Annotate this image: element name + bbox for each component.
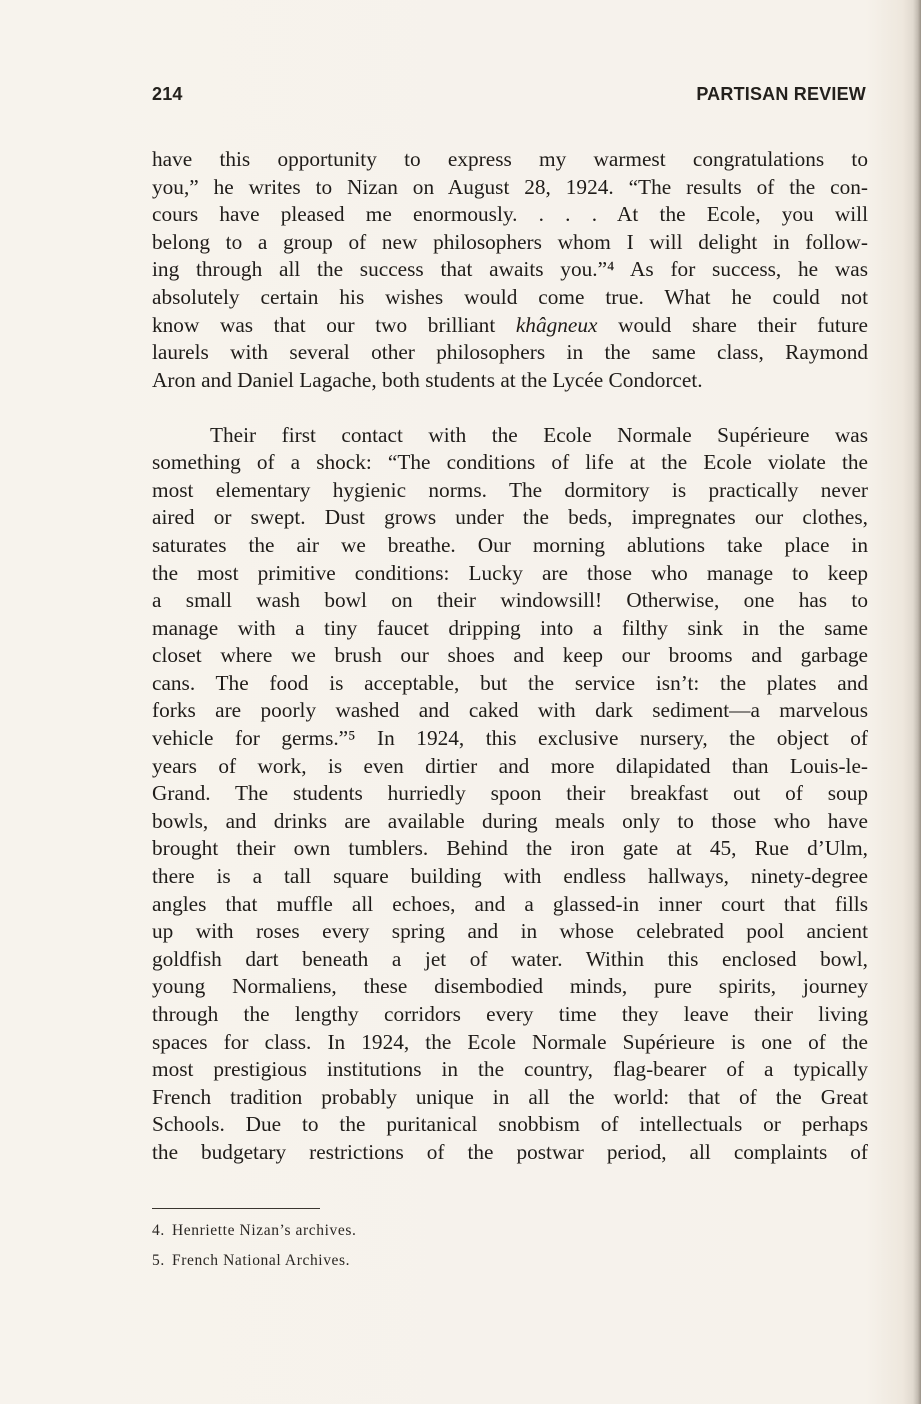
text-line: most prestigious institutions in the country, flag-bearer of a typically: [152, 1057, 868, 1082]
text-line: ing through all the success that awaits you.”⁴ As for success, he was: [152, 257, 868, 282]
journal-title: PARTISAN REVIEW: [696, 84, 866, 104]
text-line: Aron and Daniel Lagache, both students at the Lycée Condorcet.: [152, 367, 703, 392]
footnote-number: 5.: [152, 1252, 165, 1269]
text-line: laurels with several other philosophers in the same class, Raymond: [152, 340, 868, 365]
paragraph: [152, 146, 868, 394]
text-line: the most primitive conditions: Lucky are those who manage to keep: [152, 560, 868, 585]
page-edge-shadow: [913, 0, 921, 1404]
text-line: forks are poorly washed and caked with dark sediment—a marvelous: [152, 698, 868, 723]
italic-term: khâgneux: [515, 312, 598, 337]
text-line: cours have pleased me enormously. . . . At the Ecole, you will: [152, 202, 868, 227]
footnote-rule: [152, 1208, 320, 1209]
text-line: have this opportunity to express my warmest congratulations to: [152, 147, 868, 171]
text-line: Their first contact with the Ecole Normale Supérieure was: [210, 422, 868, 447]
running-head: [152, 84, 866, 112]
text-line: cans. The food is acceptable, but the service isn’t: the plates and: [152, 670, 868, 695]
text-line: manage with a tiny faucet dripping into a filthy sink in the same: [152, 615, 868, 640]
text-line: angles that muffle all echoes, and a glassed-in inner court that fills: [152, 891, 868, 916]
footnote-text: Henriette Nizan’s archives.: [172, 1222, 357, 1239]
text-line: young Normaliens, these disembodied minds, pure spirits, journey: [152, 974, 868, 999]
paragraph: [152, 422, 868, 1167]
text-line: belong to a group of new philosophers whom I will delight in follow-: [152, 229, 868, 254]
text-line: French tradition probably unique in all the world: that of the Great: [152, 1084, 868, 1109]
text-line: brought their own tumblers. Behind the iron gate at 45, Rue d’Ulm,: [152, 836, 868, 861]
footnote: [152, 1222, 852, 1240]
text-line: a small wash bowl on their windowsill! Otherwise, one has to: [152, 588, 868, 613]
text-line: the budgetary restrictions of the postwar period, all complaints of: [152, 1139, 868, 1164]
text-line: closet where we brush our shoes and keep our brooms and garbage: [152, 643, 868, 668]
text-line: absolutely certain his wishes would come true. What he could not: [152, 284, 868, 309]
text-line: vehicle for germs.”⁵ In 1924, this exclusive nursery, the object of: [152, 726, 868, 751]
text-line: goldfish dart beneath a jet of water. Within this enclosed bowl,: [152, 946, 868, 971]
text-line: Grand. The students hurriedly spoon their breakfast out of soup: [152, 781, 868, 806]
text-line: there is a tall square building with endless hallways, ninety-degree: [152, 864, 868, 889]
text-line: something of a shock: “The conditions of life at the Ecole violate the: [152, 450, 868, 475]
text-line: bowls, and drinks are available during meals only to those who have: [152, 808, 868, 833]
text-line: know was that our two brilliant khâgneux would share their future: [152, 312, 868, 337]
text-line: you,” he writes to Nizan on August 28, 1924. “The results of the con-: [152, 174, 868, 199]
text-line: saturates the air we breathe. Our morning ablutions take place in: [152, 532, 868, 557]
page-number: 214: [152, 84, 183, 104]
footnote-number: 4.: [152, 1222, 165, 1239]
text-line: aired or swept. Dust grows under the beds, impregnates our clothes,: [152, 505, 868, 530]
text-line: Schools. Due to the puritanical snobbism of intellectuals or perhaps: [152, 1112, 868, 1137]
text-line: up with roses every spring and in whose celebrated pool ancient: [152, 919, 868, 944]
text-line: most elementary hygienic norms. The dormitory is practically never: [152, 477, 868, 502]
paragraph-gap: [152, 394, 868, 421]
body-text: [152, 146, 868, 1167]
text-line: spaces for class. In 1924, the Ecole Normale Supérieure is one of the: [152, 1029, 868, 1054]
footnote: [152, 1252, 852, 1270]
text-line: years of work, is even dirtier and more dilapidated than Louis-le-: [152, 753, 868, 778]
footnote-text: French National Archives.: [172, 1252, 351, 1269]
text-line: through the lengthy corridors every time they leave their living: [152, 1002, 868, 1026]
footnotes: [152, 1222, 852, 1282]
